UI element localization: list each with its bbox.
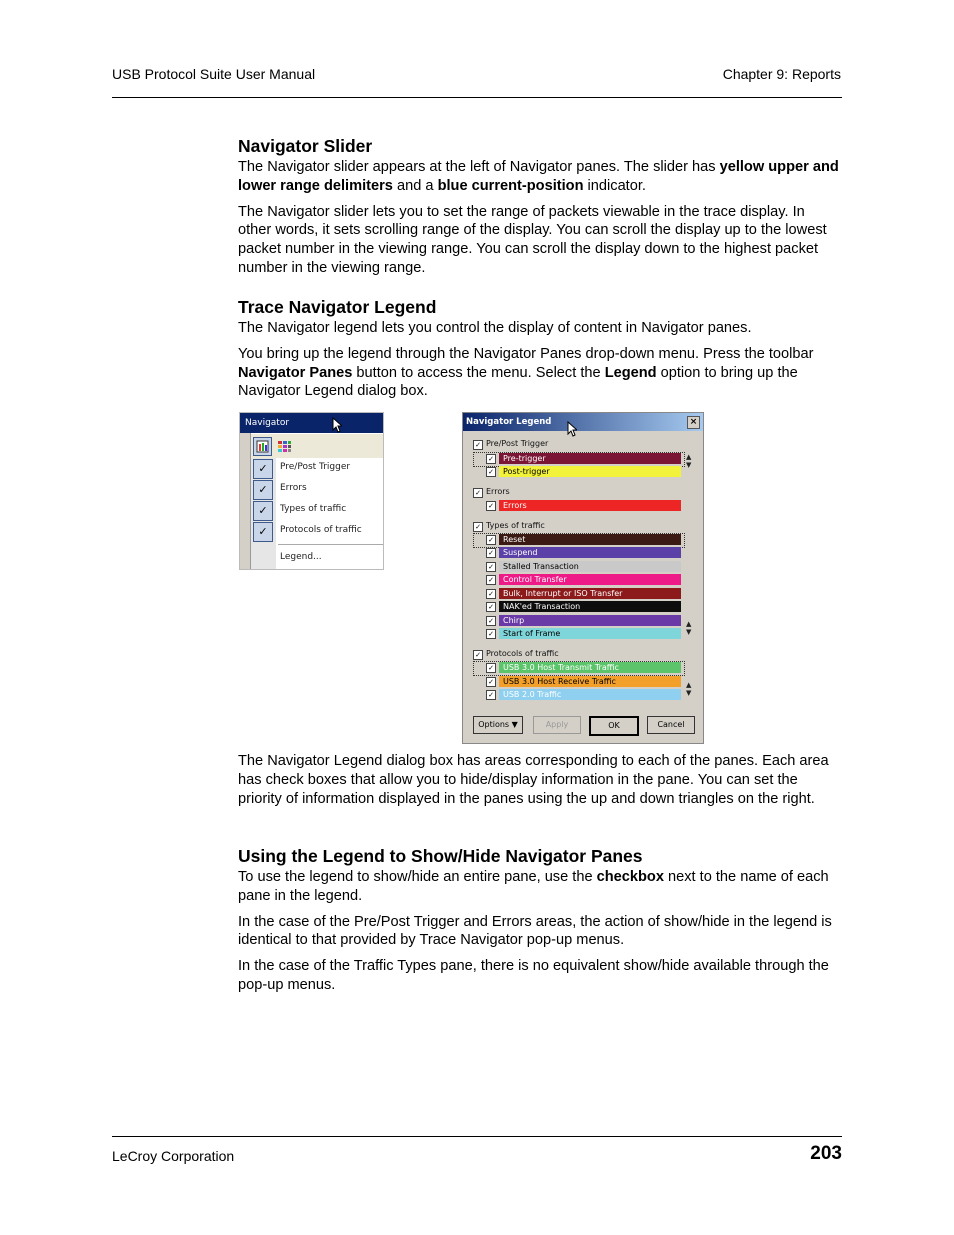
dropdown-arrow-icon: ▼ [511, 720, 518, 729]
legend-row-post-trigger[interactable] [463, 466, 703, 478]
footer-company: LeCroy Corporation [112, 1148, 235, 1164]
section-using-legend [238, 846, 840, 995]
legend-grid-icon [277, 440, 292, 453]
color-bar: Post-trigger [499, 466, 681, 477]
color-bar: Pre-trigger [499, 453, 681, 464]
legend-row-usb2-traffic[interactable] [463, 689, 703, 701]
row-checkbox[interactable]: ✓ [486, 690, 496, 700]
row-checkbox[interactable]: ✓ [486, 616, 496, 626]
check-icon: ✓ [253, 480, 273, 500]
mouse-cursor-icon [332, 417, 342, 433]
group-label: Pre/Post Trigger [486, 439, 549, 448]
row-checkbox[interactable]: ✓ [486, 629, 496, 639]
navigator-toolbar [251, 434, 383, 458]
color-bar: USB 3.0 Host Receive Traffic [499, 676, 681, 687]
dialog-title: Navigator Legend [466, 417, 552, 427]
color-bar: Suspend [499, 547, 681, 558]
row-checkbox[interactable]: ✓ [486, 501, 496, 511]
color-bar: NAK'ed Transaction [499, 601, 681, 612]
group-label: Errors [486, 487, 510, 496]
header-manual-title: USB Protocol Suite User Manual [112, 66, 316, 82]
dialog-titlebar [463, 413, 703, 431]
legend-group-types-of-traffic [463, 521, 703, 533]
legend-group-protocols-of-traffic [463, 649, 703, 661]
priority-up-down-icon[interactable]: ▲ ▼ [686, 681, 692, 697]
header-rule [112, 97, 842, 98]
section-navigator-slider [238, 136, 840, 278]
navigator-menu-title: Navigator [240, 413, 383, 433]
group-checkbox[interactable]: ✓ [473, 440, 483, 450]
legend-row-start-of-frame[interactable] [463, 628, 703, 640]
paragraph: To use the legend to show/hide an entire pane, use the checkbox next to the name of each pane in the legend. [238, 869, 829, 904]
paragraph: The Navigator slider lets you to set the range of packets viewable in the trace display. In other words, it sets scrolling range of the display. You can scroll the display up to the lowest packet number in the viewing range. You can scroll the display down to the highest packet number in the viewing range. [238, 203, 827, 276]
cancel-button[interactable]: Cancel [647, 716, 695, 734]
legend-row-errors[interactable] [463, 500, 703, 512]
menu-item-label: Errors [280, 483, 307, 493]
section-heading: Trace Navigator Legend [238, 297, 437, 317]
paragraph: The Navigator Legend dialog box has areas corresponding to each of the panes. Each area has check boxes that allow you to hide/display information in the pane. You can set the priority of information displayed in the panes using the up and down triangles on the right. [238, 753, 829, 807]
check-icon: ✓ [253, 501, 273, 521]
paragraph: The Navigator legend lets you control the display of content in Navigator panes. [238, 320, 752, 336]
priority-up-down-icon[interactable]: ▲ ▼ [686, 453, 692, 469]
legend-dialog-description [238, 752, 840, 808]
check-icon: ✓ [253, 522, 273, 542]
menu-item-protocols-of-traffic[interactable] [251, 521, 383, 542]
navigator-menu-screenshot [239, 412, 384, 570]
legend-row-usb3-host-receive[interactable] [463, 676, 703, 688]
page-number: 203 [810, 1143, 842, 1164]
row-checkbox[interactable]: ✓ [486, 562, 496, 572]
row-checkbox[interactable]: ✓ [486, 602, 496, 612]
ok-button[interactable]: OK [589, 716, 639, 736]
legend-group-pre-post-trigger [463, 439, 703, 451]
color-bar: Reset [499, 534, 681, 545]
legend-toolbar-button[interactable] [275, 437, 294, 456]
paragraph: In the case of the Traffic Types pane, there is no equivalent show/hide available through the pop-up menus. [238, 958, 829, 993]
section-trace-navigator-legend [238, 297, 840, 401]
mouse-cursor-icon [567, 421, 577, 437]
group-checkbox[interactable]: ✓ [473, 488, 483, 498]
paragraph: In the case of the Pre/Post Trigger and Errors areas, the action of show/hide in the legend is identical to that provided by Trace Navigator pop-up menus. [238, 913, 832, 949]
close-icon[interactable]: × [687, 416, 700, 429]
color-bar: USB 3.0 Host Transmit Traffic [499, 662, 681, 673]
color-bar: Start of Frame [499, 628, 681, 639]
legend-row-bulk-interrupt-iso[interactable] [463, 588, 703, 600]
row-checkbox[interactable]: ✓ [486, 677, 496, 687]
row-checkbox[interactable]: ✓ [486, 589, 496, 599]
section-heading: Using the Legend to Show/Hide Navigator Panes [238, 846, 643, 866]
legend-row-chirp[interactable] [463, 615, 703, 627]
row-checkbox[interactable]: ✓ [486, 548, 496, 558]
header-chapter: Chapter 9: Reports [722, 66, 841, 82]
row-checkbox[interactable]: ✓ [486, 454, 496, 464]
row-checkbox[interactable]: ✓ [486, 575, 496, 585]
legend-row-usb3-host-transmit[interactable] [463, 662, 703, 674]
panes-icon [256, 440, 269, 453]
navigator-legend-dialog [462, 412, 704, 744]
legend-row-naked-transaction[interactable] [463, 601, 703, 613]
group-label: Types of traffic [486, 521, 545, 530]
row-checkbox[interactable]: ✓ [486, 467, 496, 477]
paragraph: You bring up the legend through the Navigator Panes drop-down menu. Press the toolbar Navigator Panes button to access the menu. Select the Legend option to bring up the Navigator Legend dialog box. [238, 345, 814, 400]
menu-item-pre-post-trigger[interactable] [251, 458, 383, 479]
color-bar: Errors [499, 500, 681, 511]
menu-item-label: Types of traffic [280, 504, 347, 514]
footer-rule [112, 1136, 842, 1137]
color-bar: Control Transfer [499, 574, 681, 585]
legend-row-pre-trigger[interactable] [463, 453, 703, 465]
menu-item-legend[interactable] [251, 548, 383, 569]
group-label: Protocols of traffic [486, 649, 559, 658]
group-checkbox[interactable]: ✓ [473, 522, 483, 532]
color-bar: Bulk, Interrupt or ISO Transfer [499, 588, 681, 599]
paragraph: The Navigator slider appears at the left of Navigator panes. The slider has yellow upper and lower range delimiters and a blue current-position indicator. [238, 159, 839, 194]
menu-item-label: Pre/Post Trigger [280, 462, 351, 472]
color-bar: USB 2.0 Traffic [499, 689, 681, 700]
menu-separator [278, 544, 383, 545]
color-bar: Chirp [499, 615, 681, 626]
legend-group-errors [463, 487, 703, 499]
menu-item-types-of-traffic[interactable] [251, 500, 383, 521]
priority-up-down-icon[interactable]: ▲ ▼ [686, 620, 692, 636]
color-bar: Stalled Transaction [499, 561, 681, 572]
menu-item-label: Legend... [280, 552, 322, 562]
section-heading: Navigator Slider [238, 136, 373, 156]
options-button[interactable]: Options ▼ [473, 716, 523, 734]
navigator-panes-button[interactable] [253, 437, 272, 456]
check-icon: ✓ [253, 459, 273, 479]
legend-row-reset[interactable] [463, 534, 703, 546]
group-checkbox[interactable]: ✓ [473, 650, 483, 660]
row-checkbox[interactable]: ✓ [486, 663, 496, 673]
apply-button[interactable]: Apply [533, 716, 581, 734]
navigator-slider-strip[interactable] [240, 433, 251, 569]
menu-item-label: Protocols of traffic [280, 525, 362, 535]
legend-row-stalled-transaction[interactable] [463, 561, 703, 573]
legend-row-suspend[interactable] [463, 547, 703, 559]
menu-item-errors[interactable] [251, 479, 383, 500]
row-checkbox[interactable]: ✓ [486, 535, 496, 545]
legend-row-control-transfer[interactable] [463, 574, 703, 586]
